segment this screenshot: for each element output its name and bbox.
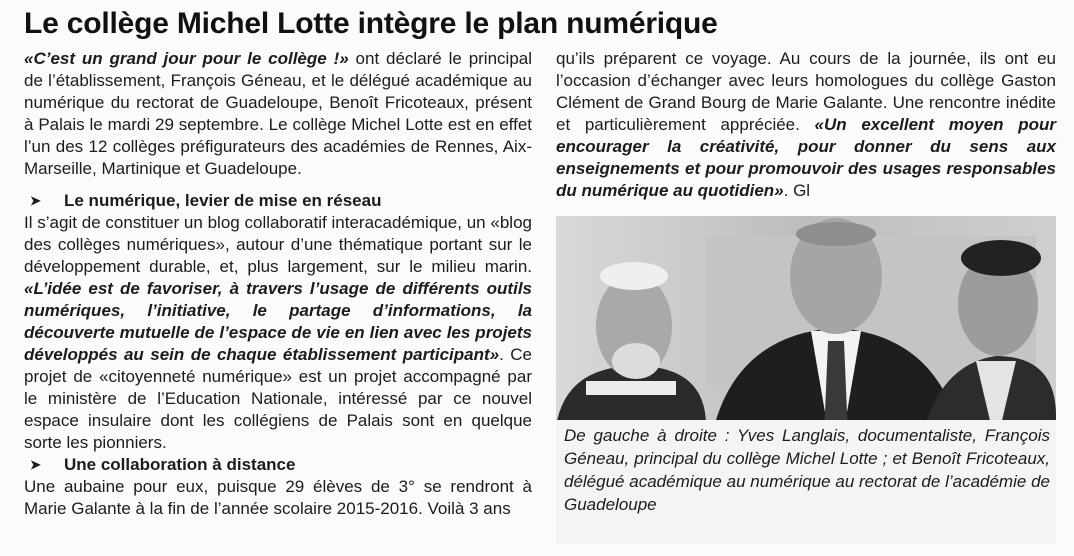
section-heading-text: Une collaboration à distance [64, 455, 296, 474]
section1-text-after: . Ce projet de «citoyenneté numérique» est un projet accompagné par le ministère de l’Education Nationale, intéressé par ce nouvel espace insulaire dont les collégiens de Palais sont en quelque sorte les pionniers. [24, 345, 532, 452]
section2-paragraph-continued [556, 48, 1056, 202]
section1-quote: «L’idée est de favoriser, à travers l’usage de différents outils numériques, l’initiative, le partage d’informations, la découverte mutuelle de l’espace de vie en lien avec les projets développés au sein de chaque établissement participant» [24, 279, 532, 364]
section-heading-text: Le numérique, levier de mise en réseau [64, 191, 382, 210]
section1-text-before: Il s’agit de constituer un blog collaboratif interacadémique, un «blog des collèges numériques», autour d’une thématique portant sur le développement durable, et, plus largement, sur le milieu marin. [24, 213, 532, 276]
section-heading-networking [24, 190, 532, 212]
section2-quote: «Un excellent moyen pour encourager la créativité, pour donner du sens aux enseignements et pour promouvoir des usages responsables du numérique au quotidien» [556, 115, 1056, 200]
article-photo [556, 216, 1056, 544]
intro-quote: «C’est un grand jour pour le collège !» [24, 49, 349, 68]
arrowhead-icon: ➤ [30, 193, 41, 208]
section1-paragraph [24, 212, 532, 454]
author-signature: . Gl [783, 181, 811, 200]
photo-caption: De gauche à droite : Yves Langlais, documentaliste, François Géneau, principal du collège Michel Lotte ; et Benoît Fricoteaux, délégué académique au numérique au rectorat de l’académie de Guadeloupe [556, 420, 1056, 544]
section-heading-collaboration [24, 454, 532, 476]
arrowhead-icon: ➤ [30, 457, 41, 472]
left-column [24, 48, 532, 520]
intro-paragraph [24, 48, 532, 180]
article-title: Le collège Michel Lotte intègre le plan numérique [24, 7, 718, 40]
intro-text: ont déclaré le principal de l’établissement, François Géneau, et le délégué académique au numérique du rectorat de Guadeloupe, Benoît Fricoteaux, présent à Palais le mardi 29 septembre. Le collège Michel Lotte est en effet l’un des 12 collèges préfigurateurs des académies de Rennes, Aix-Marseille, Martinique et Guadeloupe. [24, 49, 532, 178]
right-column [556, 48, 1056, 202]
section2-paragraph-start: Une aubaine pour eux, puisque 29 élèves de 3° se rendront à Marie Galante à la fin de l’année scolaire 2015-2016. Voilà 3 ans [24, 477, 532, 518]
section2-text-right: qu’ils préparent ce voyage. Au cours de la journée, ils ont eu l’occasion d’échanger avec leurs homologues du collège Gaston Clément de Grand Bourg de Marie Galante. Une rencontre inédite et particulièrement appréciée. [556, 49, 1056, 134]
